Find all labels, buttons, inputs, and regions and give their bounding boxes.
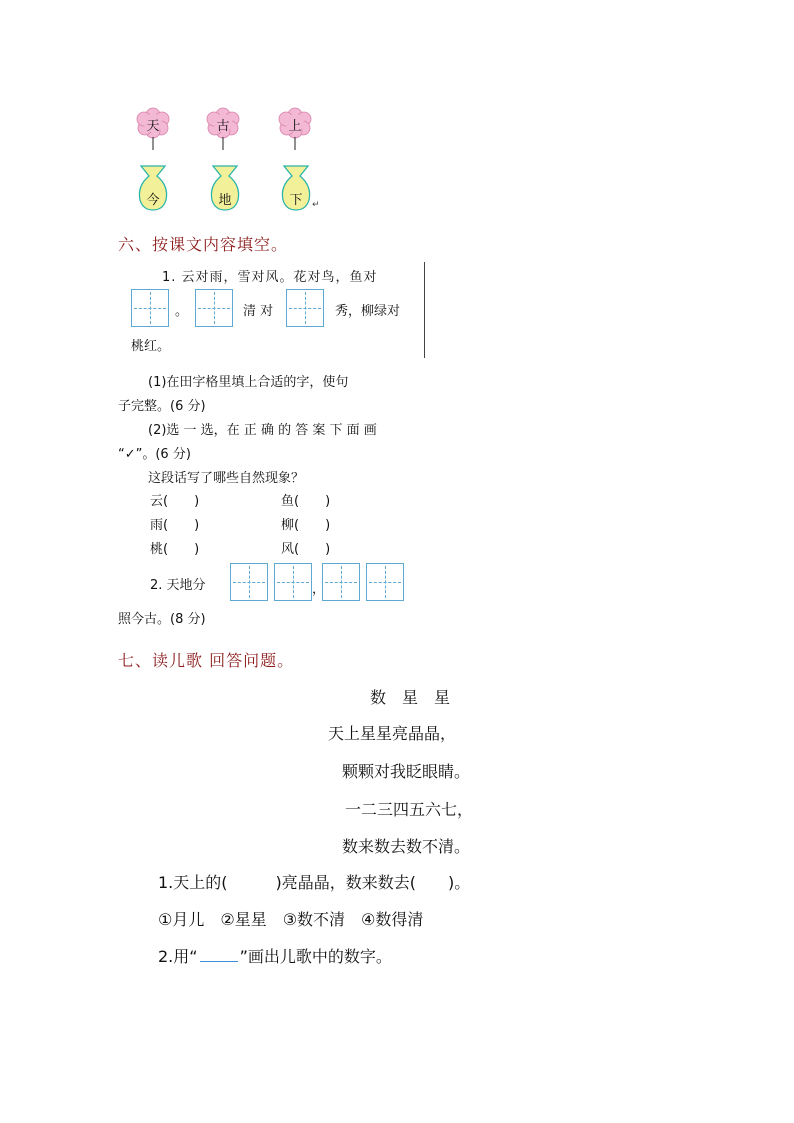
vase-char: 今: [146, 193, 160, 208]
vase-xia: [279, 164, 313, 212]
s7-q1: 1.天上的( )亮晶晶，数来数去( )。: [158, 873, 471, 892]
q1-line1: 1. 云对雨，雪对风。花对鸟，鱼对: [162, 270, 378, 285]
flower-gu: [206, 106, 240, 156]
s7-q1-options: ①月儿 ②星星 ③数不清 ④数得清: [158, 910, 424, 929]
flower-char: 古: [216, 119, 230, 134]
q1-line3: 桃红。: [131, 339, 171, 354]
option-yun[interactable]: 云( ): [150, 494, 200, 509]
option-yu[interactable]: 鱼( ): [281, 494, 331, 509]
tian-grid-box[interactable]: [286, 289, 324, 327]
poem-line: 数来数去数不清。: [342, 837, 471, 856]
poem-title: 数 星 星: [370, 688, 451, 707]
section7-heading: 七、读儿歌 回答问题。: [118, 651, 295, 670]
tian-grid-box[interactable]: [131, 289, 169, 327]
vase-char: 地: [218, 193, 232, 208]
sub2-line-b: “✓”。(6 分): [118, 447, 191, 462]
q2-prefix: 2. 天地分: [150, 578, 206, 593]
question: 这段话写了哪些自然现象？: [148, 471, 305, 486]
vase-char: 下: [289, 193, 303, 208]
poem-line: 天上星星亮晶晶，: [328, 724, 457, 743]
q2-suffix: 照今古。(8 分): [118, 612, 206, 627]
option-yu-rain[interactable]: 雨( ): [150, 518, 200, 533]
q2-comma: ，: [312, 582, 326, 597]
option-liu[interactable]: 柳( ): [281, 518, 331, 533]
option-tao[interactable]: 桃( ): [150, 542, 200, 557]
tian-grid-box[interactable]: [322, 563, 360, 601]
sub2-line-a: (2)选 一 选，在 正 确 的 答 案 下 面 画: [148, 423, 377, 438]
tian-grid-box[interactable]: [195, 289, 233, 327]
underline-sample: [200, 961, 238, 962]
sub1-line-b: 子完整。(6 分): [118, 399, 206, 414]
poem-line: 颗颗对我眨眼睛。: [342, 762, 471, 781]
s7-q2: [158, 944, 392, 967]
vase-di: [208, 164, 242, 212]
flower-char: 上: [288, 119, 302, 134]
flower-tian: [136, 106, 170, 156]
option-feng[interactable]: 风( ): [281, 542, 331, 557]
divider-line: [424, 262, 425, 358]
q1-between: 清 对: [243, 304, 274, 319]
vase-jin: [136, 164, 170, 212]
return-mark-icon: ↵: [312, 200, 320, 210]
sub1-line-a: (1)在田字格里填上合适的字，使句: [148, 375, 349, 390]
q1-punct: 。: [175, 304, 189, 319]
tian-grid-box[interactable]: [366, 563, 404, 601]
s7-q2-suffix: ”画出儿歌中的数字。: [239, 947, 392, 966]
q1-after: 秀，柳绿对: [335, 304, 401, 319]
flower-char: 天: [146, 119, 160, 134]
tian-grid-box[interactable]: [230, 563, 268, 601]
flower-shang: [278, 106, 312, 156]
section6-heading: 六、按课文内容填空。: [118, 235, 289, 254]
s7-q2-prefix: 2.用“: [158, 947, 198, 966]
poem-line: 一二三四五六七，: [345, 800, 474, 819]
tian-grid-box[interactable]: [274, 563, 312, 601]
